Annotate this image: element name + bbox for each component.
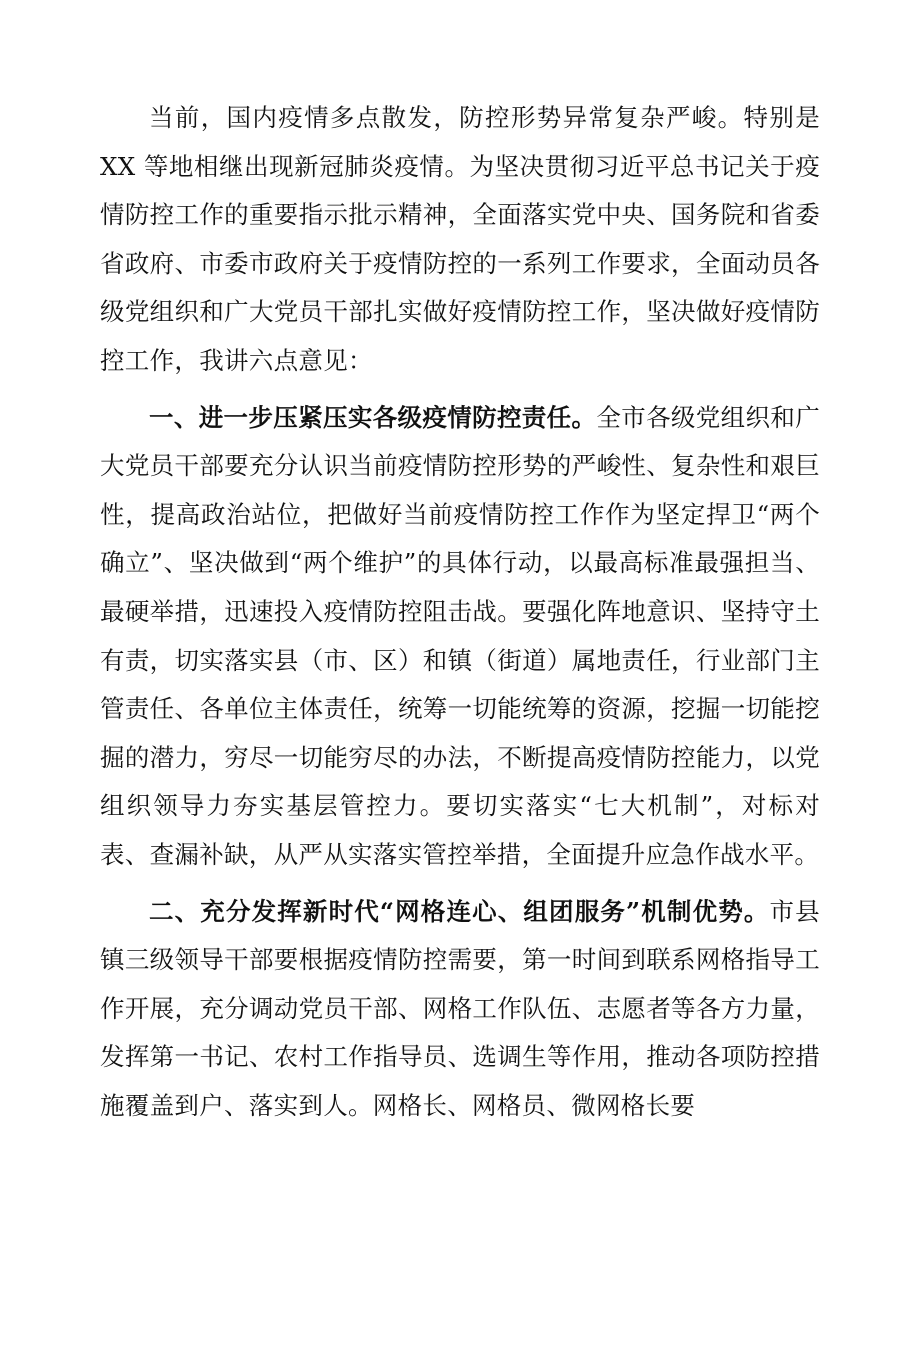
section-one-heading: 一、进一步压紧压实各级疫情防控责任。 [149,402,597,432]
section-two-paragraph [100,888,820,1131]
section-two-text: 市县镇三级领导干部要根据疫情防控需要，第一时间到联系网格指导工作开展，充分调动党员干部、网格工作队伍、志愿者等各方力量，发挥第一书记、农村工作指导员、选调生等作用，推动各项防控措施覆盖到户、落实到人。网格长、网格员、微网格长要 [100,896,820,1120]
section-two-heading: 二、充分发挥新时代“网格连心、组团服务”机制优势。 [149,896,770,926]
document-body [100,94,820,1130]
section-one-paragraph [100,394,820,880]
section-one-text: 全市各级党组织和广大党员干部要充分认识当前疫情防控形势的严峻性、复杂性和艰巨性，提高政治站位，把做好当前疫情防控工作作为坚定捍卫“两个确立”、坚决做到“两个维护”的具体行动，以最高标准最强担当、最硬举措，迅速投入疫情防控阻击战。要强化阵地意识、坚持守土有责，切实落实县（市、区）和镇（街道）属地责任，行业部门主管责任、各单位主体责任，统筹一切能统筹的资源，挖掘一切能挖掘的潜力，穷尽一切能穷尽的办法，不断提高疫情防控能力，以党组织领导力夯实基层管控力。要切实落实“七大机制”，对标对表、查漏补缺，从严从实落实管控举措，全面提升应急作战水平。 [100,402,821,869]
intro-paragraph-text: 当前，国内疫情多点散发，防控形势异常复杂严峻。特别是XX 等地相继出现新冠肺炎疫情。为坚决贯彻习近平总书记关于疫情防控工作的重要指示批示精神，全面落实党中央、国务院和省委省政府、市委市政府关于疫情防控的一系列工作要求，全面动员各级党组织和广大党员干部扎实做好疫情防控工作，坚决做好疫情防控工作，我讲六点意见： [100,103,820,375]
intro-paragraph [100,94,820,386]
